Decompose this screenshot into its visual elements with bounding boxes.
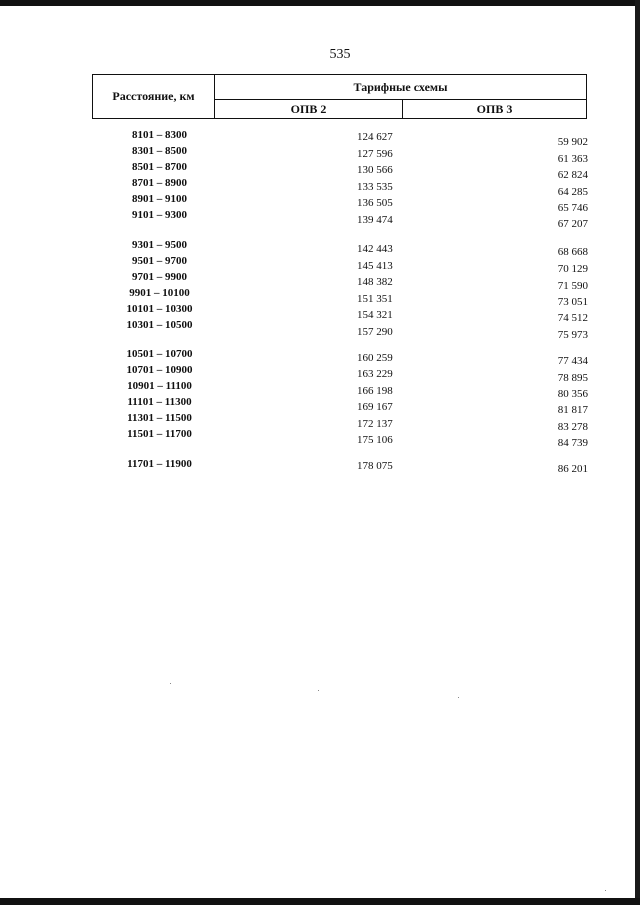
opv2-column-header: ОПВ 2: [215, 100, 403, 118]
distance-range-cell: 8701 – 8900: [132, 177, 187, 189]
opv3-value-cell: 86 201: [557, 463, 588, 475]
scan-edge-right: [635, 0, 640, 905]
opv2-value-cell: 154 321: [357, 309, 393, 321]
opv2-value-cell: 166 198: [357, 385, 393, 397]
opv2-value-cell: 133 535: [357, 181, 393, 193]
opv3-value-cell: 61 363: [557, 153, 588, 165]
opv2-value-cell: 163 229: [357, 368, 393, 380]
scan-speck: [170, 683, 171, 684]
distance-range-cell: 10501 – 10700: [126, 348, 193, 360]
opv3-value-cell: 83 278: [557, 421, 588, 433]
distance-range-cell: 9901 – 10100: [129, 287, 190, 299]
opv3-value-cell: 70 129: [557, 263, 588, 275]
opv2-value-cell: 172 137: [357, 418, 393, 430]
opv2-value-cell: 124 627: [357, 131, 393, 143]
opv3-value-cell: 71 590: [557, 280, 588, 292]
distance-range-cell: 11301 – 11500: [127, 412, 192, 424]
opv3-value-cell: 64 285: [557, 186, 588, 198]
scan-speck: [605, 890, 606, 891]
opv2-value-cell: 145 413: [357, 260, 393, 272]
distance-range-cell: 11501 – 11700: [127, 428, 192, 440]
opv3-value-cell: 74 512: [557, 312, 588, 324]
distance-range-cell: 8101 – 8300: [132, 129, 187, 141]
scan-speck: [458, 697, 459, 698]
distance-range-cell: 11101 – 11300: [127, 396, 192, 408]
opv3-value-cell: 77 434: [557, 355, 588, 367]
distance-range-cell: 10301 – 10500: [126, 319, 193, 331]
opv3-value-cell: 73 051: [557, 296, 588, 308]
distance-range-cell: 9501 – 9700: [132, 255, 187, 267]
distance-column-header: Расстояние, км: [93, 75, 215, 118]
table-header: [92, 74, 587, 119]
opv2-value-cell: 139 474: [357, 214, 393, 226]
distance-range-cell: 10701 – 10900: [126, 364, 193, 376]
distance-range-cell: 9301 – 9500: [132, 239, 187, 251]
distance-range-cell: 8501 – 8700: [132, 161, 187, 173]
opv3-value-cell: 78 895: [557, 372, 588, 384]
distance-range-cell: 8301 – 8500: [132, 145, 187, 157]
opv3-value-cell: 65 746: [557, 202, 588, 214]
distance-range-cell: 10901 – 11100: [127, 380, 192, 392]
opv2-value-cell: 127 596: [357, 148, 393, 160]
opv3-value-cell: 81 817: [557, 404, 588, 416]
tariff-schemes-header: Тарифные схемы: [215, 75, 586, 100]
opv2-value-cell: 169 167: [357, 401, 393, 413]
opv2-value-cell: 157 290: [357, 326, 393, 338]
opv2-value-cell: 151 351: [357, 293, 393, 305]
opv3-value-cell: 75 973: [557, 329, 588, 341]
opv3-value-cell: 67 207: [557, 218, 588, 230]
opv2-value-cell: 142 443: [357, 243, 393, 255]
scan-edge-top: [0, 0, 640, 6]
page-number: 535: [329, 47, 351, 62]
distance-range-cell: 10101 – 10300: [126, 303, 193, 315]
opv2-value-cell: 130 566: [357, 164, 393, 176]
scan-edge-bottom: [0, 898, 640, 905]
opv2-value-cell: 160 259: [357, 352, 393, 364]
distance-range-cell: 9701 – 9900: [132, 271, 187, 283]
opv3-value-cell: 62 824: [557, 169, 588, 181]
opv3-value-cell: 59 902: [557, 136, 588, 148]
distance-range-cell: 11701 – 11900: [127, 458, 192, 470]
opv2-value-cell: 136 505: [357, 197, 393, 209]
opv3-column-header: ОПВ 3: [476, 101, 513, 116]
opv3-value-cell: 84 739: [557, 437, 588, 449]
scan-speck: [318, 690, 319, 691]
opv3-value-cell: 80 356: [557, 388, 588, 400]
opv2-value-cell: 148 382: [357, 276, 393, 288]
distance-range-cell: 8901 – 9100: [132, 193, 187, 205]
opv2-value-cell: 175 106: [357, 434, 393, 446]
distance-range-cell: 9101 – 9300: [132, 209, 187, 221]
opv3-value-cell: 68 668: [557, 246, 588, 258]
opv2-value-cell: 178 075: [357, 460, 393, 472]
